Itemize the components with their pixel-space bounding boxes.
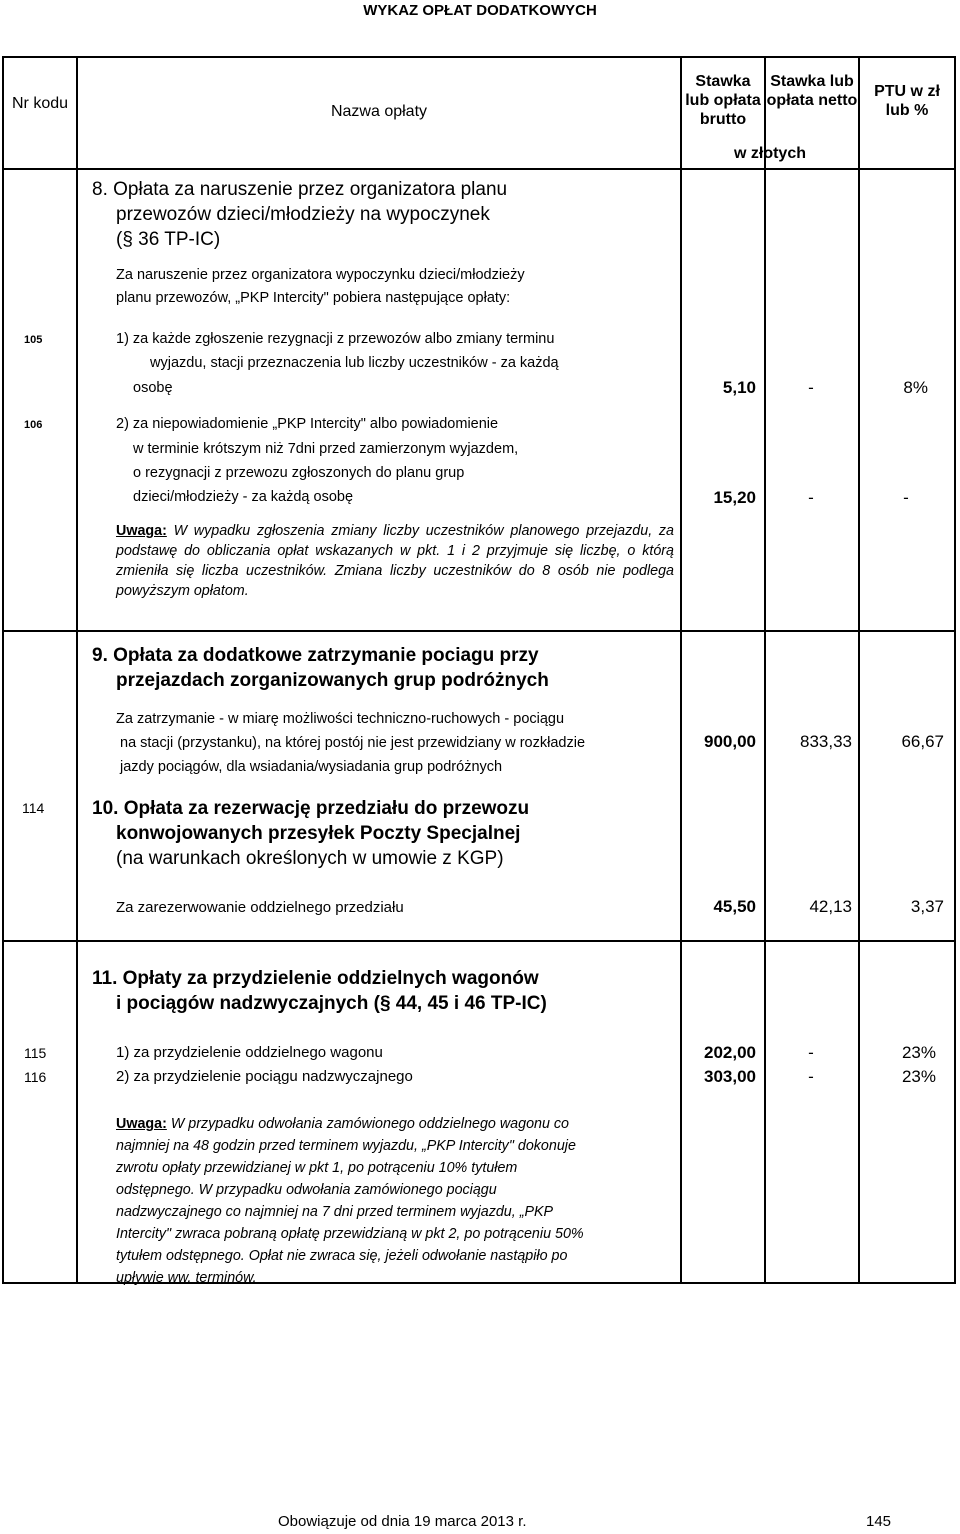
s9-line-1: Za zatrzymanie - w miarę możliwości techniczno-ruchowych - pociągu (116, 711, 565, 727)
s8-title-line-2: przewozów dzieci/młodzieży na wypoczynek (116, 204, 490, 225)
s11-note-line-4: odstępnego. W przypadku odwołania zamówionego pociągu (116, 1182, 497, 1198)
s8-item1-line-2: wyjazdu, stacji przeznaczenia lub liczby uczestników - za każdą (150, 355, 559, 371)
s8-item2-line-1: 2) za niepowiadomienie „PKP Intercity" albo powiadomienie (116, 416, 499, 432)
item115-netto: - (808, 1043, 814, 1062)
header-w-zlotych: w złotych (733, 145, 806, 162)
s11-note-line-8: upływie ww. terminów. (116, 1270, 257, 1286)
header-brutto: Stawka lub opłata brutto (685, 73, 761, 128)
header-netto: Stawka lub opłata netto (766, 73, 858, 109)
s11-item2-text: 2) za przydzielenie pociągu nadzwyczajnego (116, 1068, 413, 1085)
s11-note-line-7: tytułem odstępnego. Opłat nie zwraca się, jeżeli odwołanie nastąpiło po (116, 1248, 568, 1264)
item106-netto: - (808, 488, 814, 507)
s11-note-line-3: zwrotu opłaty przewidzianej w pkt 1, po potrąceniu 10% tytułem (116, 1160, 518, 1176)
item105-brutto: 5,10 (722, 378, 756, 397)
item105-netto: - (808, 378, 814, 397)
s11-note-line-6: Intercity" zwraca pobraną opłatę przewidzianą w pkt 2, po potrąceniu 50% (116, 1226, 584, 1242)
header-nr-kodu: Nr kodu (11, 95, 69, 112)
s8-note-text: W wypadku zgłoszenia zmiany liczby uczestników planowego przejazdu, za podstawę do obliczania opłat wskazanych w pkt. 1 i 2 przyjmuje się liczbę, o którą zmieniła się liczba uczestników. Zmiana liczby uczestników do 8 osób nie podlega powyższym opłatom. (116, 523, 674, 599)
page-title: WYKAZ OPŁAT DODATKOWYCH (363, 2, 597, 19)
item116-brutto: 303,00 (704, 1067, 756, 1086)
s8-item2-line-2: w terminie krótszym niż 7dni przed zamierzonym wyjazdem, (133, 441, 519, 457)
code-115: 115 (24, 1045, 47, 1061)
item116-ptu: 23% (901, 1067, 936, 1086)
code-114: 114 (22, 800, 45, 816)
item115-ptu: 23% (901, 1043, 936, 1062)
s10-title-line-3: (na warunkach określonych w umowie z KGP) (116, 848, 504, 869)
item106-brutto: 15,20 (713, 488, 756, 507)
s8-intro-line-1: Za naruszenie przez organizatora wypoczynku dzieci/młodzieży (116, 267, 525, 283)
s9-brutto: 900,00 (704, 732, 756, 751)
s11-note-label: Uwaga: (116, 1116, 167, 1132)
s10-title-line-2: konwojowanych przesyłek Poczty Specjalnej (116, 823, 521, 844)
item106-ptu: - (903, 488, 909, 507)
s8-title-line-1: 8. Opłata za naruszenie przez organizatora planu (92, 179, 508, 200)
item116-netto: - (808, 1067, 814, 1086)
header-ptu: PTU w zł lub % (874, 83, 940, 119)
code-105: 105 (24, 334, 43, 346)
s9-line-2: na stacji (przystanku), na której postój nie jest przewidziany w rozkładzie (120, 735, 586, 751)
s10-ptu: 3,37 (910, 897, 944, 916)
s11-title-line-1: 11. Opłaty za przydzielenie oddzielnych wagonów (92, 968, 539, 989)
s8-note-label: Uwaga: (116, 523, 167, 539)
s11-item1-text: 1) za przydzielenie oddzielnego wagonu (116, 1044, 383, 1061)
item105-ptu: 8% (903, 378, 928, 397)
s8-title-line-3: (§ 36 TP-IC) (116, 229, 221, 250)
s8-item1-line-1: 1) za każde zgłoszenie rezygnacji z przewozów albo zmiany terminu (116, 331, 555, 347)
s11-note-line-5: nadzwyczajnego co najmniej na 7 dni przed terminem wyjazdu, „PKP (116, 1204, 554, 1220)
s9-title-line-2: przejazdach zorganizowanych grup podróżnych (116, 670, 549, 691)
s9-line-3: jazdy pociągów, dla wsiadania/wysiadania grup podróżnych (120, 759, 503, 775)
page-number: 145 (866, 1513, 892, 1530)
s8-item1-line-3: osobę (133, 380, 173, 396)
s10-title-line-1: 10. Opłata za rezerwację przedziału do przewozu (92, 798, 530, 819)
s9-netto: 833,33 (800, 732, 852, 751)
header-nazwa: Nazwa opłaty (330, 103, 428, 120)
s9-ptu: 66,67 (901, 732, 944, 751)
code-116: 116 (24, 1069, 47, 1085)
code-106: 106 (24, 419, 43, 431)
footer-effective-date: Obowiązuje od dnia 19 marca 2013 r. (278, 1513, 527, 1530)
s8-intro-line-2: planu przewozów, „PKP Intercity" pobiera następujące opłaty: (116, 290, 511, 306)
s8-item2-line-4: dzieci/młodzieży - za każdą osobę (133, 489, 354, 505)
item115-brutto: 202,00 (704, 1043, 756, 1062)
s11-title-line-2: i pociągów nadzwyczajnych (§ 44, 45 i 46 TP-IC) (116, 993, 547, 1014)
s11-note-line-1: Uwaga: W przypadku odwołania zamówionego oddzielnego wagonu co (116, 1116, 570, 1132)
s10-line: Za zarezerwowanie oddzielnego przedziału (116, 899, 404, 916)
s11-note-line-2: najmniej na 48 godzin przed terminem wyjazdu, „PKP Intercity" dokonuje (116, 1138, 576, 1154)
s8-note (116, 521, 674, 601)
s9-title-line-1: 9. Opłata za dodatkowe zatrzymanie pociagu przy (92, 645, 539, 666)
s10-netto: 42,13 (809, 897, 852, 916)
s8-item2-line-3: o rezygnacji z przewozu zgłoszonych do planu grup (133, 465, 465, 481)
s10-brutto: 45,50 (713, 897, 756, 916)
